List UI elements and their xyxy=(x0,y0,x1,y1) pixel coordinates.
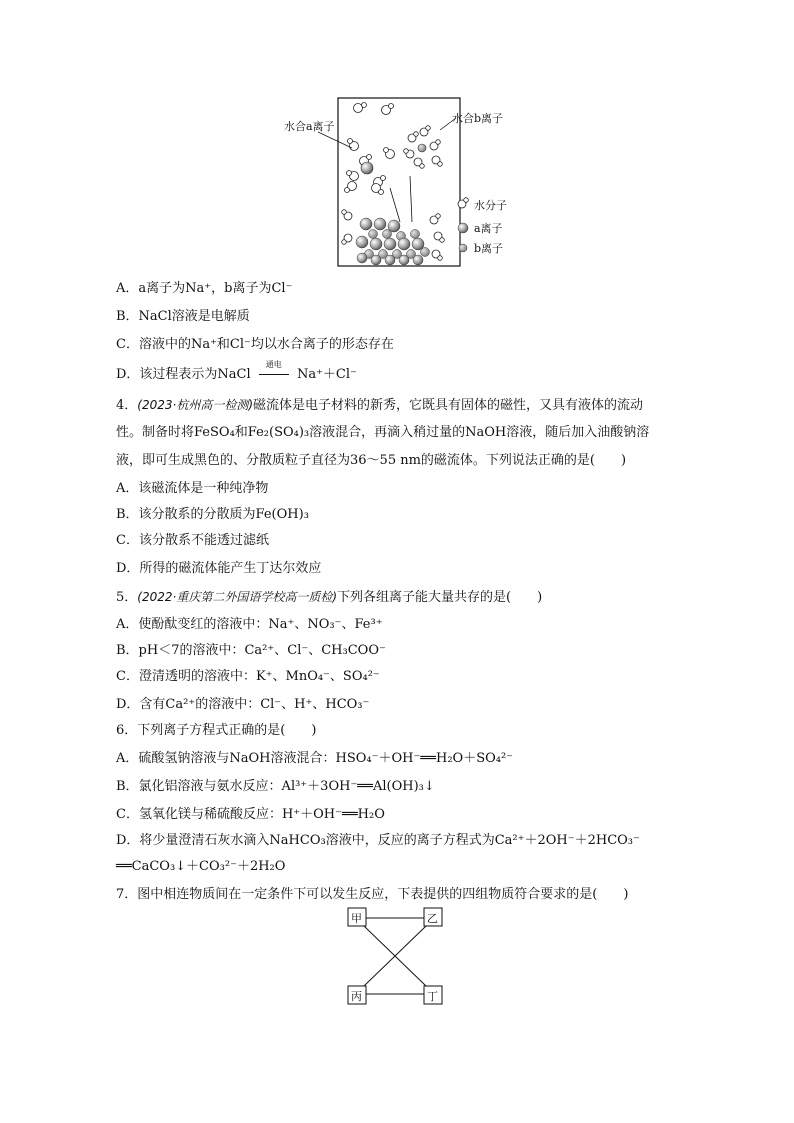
q4-option-a: A．该磁流体是一种纯净物 xyxy=(116,481,269,496)
hydrated-a-ion xyxy=(361,162,373,174)
electrolysis-condition xyxy=(255,360,293,384)
legend-b-ion-label: b离子 xyxy=(474,242,504,255)
hydrated-ions-figure xyxy=(270,96,530,268)
q4-source: (2023·杭州高一检测) xyxy=(137,398,253,412)
q6-option-d-line-2: ══CaCO₃↓＋CO₃²⁻＋2H₂O xyxy=(116,859,286,874)
nacl-crystal xyxy=(356,218,430,265)
q5-option-a: A．使酚酞变红的溶液中：Na⁺、NO₃⁻、Fe³⁺ xyxy=(116,617,383,632)
q5-stem-line xyxy=(116,588,542,607)
dissociation-arrow-1 xyxy=(390,188,400,222)
q4-stem-1: 磁流体是电子材料的新秀，它既具有固体的磁性，又具有液体的流动 xyxy=(253,398,644,413)
q4-option-c: C．该分散系不能透过滤纸 xyxy=(116,533,269,548)
q3-option-a: A．a离子为Na⁺，b离子为Cl⁻ xyxy=(116,281,293,296)
legend-b-ion-icon xyxy=(459,244,467,252)
q6-option-b: B．氯化铝溶液与氨水反应：Al³⁺＋3OH⁻══Al(OH)₃↓ xyxy=(116,779,435,794)
label-hydrated-b: 水合b离子 xyxy=(452,112,504,125)
reaction-relation-diagram xyxy=(340,906,450,1006)
q6-option-a: A．硫酸氢钠溶液与NaOH溶液混合：HSO₄⁻＋OH⁻══H₂O＋SO₄²⁻ xyxy=(116,751,514,766)
q5-option-b: B．pH＜7的溶液中：Ca²⁺、Cl⁻、CH₃COO⁻ xyxy=(116,643,386,658)
node-ding: 丁 xyxy=(427,990,438,1003)
q5-source: (2022·重庆第二外国语学校高一质检) xyxy=(137,590,337,604)
label-hydrated-a: 水合a离子 xyxy=(284,120,335,133)
q5-number: 5． xyxy=(116,590,138,605)
q3-option-d-prefix: D．该过程表示为NaCl xyxy=(116,367,251,382)
node-yi: 乙 xyxy=(427,912,438,925)
node-bing: 丙 xyxy=(351,990,362,1003)
q3-option-b: B．NaCl溶液是电解质 xyxy=(116,309,250,324)
q3-option-d-suffix: Na⁺＋Cl⁻ xyxy=(296,367,357,382)
q4-stem-line-2: 性。制备时将FeSO₄和Fe₂(SO₄)₃溶液混合，再滴入稍过量的NaOH溶液，随后加入油酸钠溶 xyxy=(116,425,650,440)
q4-option-b: B．该分散系的分散质为Fe(OH)₃ xyxy=(116,507,309,522)
water-molecules xyxy=(342,103,445,261)
q6-option-d-line-1: D．将少量澄清石灰水滴入NaHCO₃溶液中，反应的离子方程式为Ca²⁺＋2OH⁻＋2HCO₃⁻ xyxy=(116,833,640,848)
legend-a-ion-icon xyxy=(458,223,468,233)
q5-stem: 下列各组离子能大量共存的是( ) xyxy=(337,590,543,605)
legend-water-label: 水分子 xyxy=(474,199,507,212)
dissociation-arrow-2 xyxy=(410,176,412,222)
q6-stem: 6．下列离子方程式正确的是( ) xyxy=(116,723,317,738)
legend xyxy=(458,198,507,255)
q4-option-d: D．所得的磁流体能产生丁达尔效应 xyxy=(116,561,322,576)
legend-a-ion-label: a离子 xyxy=(474,222,503,235)
q4-stem-line-1 xyxy=(116,396,643,415)
label-pointer-a xyxy=(318,132,352,148)
q5-option-d: D．含有Ca²⁺的溶液中：Cl⁻、H⁺、HCO₃⁻ xyxy=(116,697,370,712)
q4-number: 4． xyxy=(116,398,138,413)
q7-stem: 7．图中相连物质间在一定条件下可以发生反应，下表提供的四组物质符合要求的是( ) xyxy=(116,887,629,902)
hydrated-b-ion xyxy=(418,144,426,152)
q4-stem-line-3: 液，即可生成黑色的、分散质粒子直径为36～55 nm的磁流体。下列说法正确的是( ) xyxy=(116,453,627,468)
q6-option-c: C．氢氧化镁与稀硫酸反应：H⁺＋OH⁻══H₂O xyxy=(116,807,385,822)
q5-option-c: C．澄清透明的溶液中：K⁺、MnO₄⁻、SO₄²⁻ xyxy=(116,669,380,684)
q3-option-d xyxy=(116,360,357,384)
q3-option-c: C．溶液中的Na⁺和Cl⁻均以水合离子的形态存在 xyxy=(116,337,394,352)
condition-label: 通电 xyxy=(265,360,282,369)
node-jia: 甲 xyxy=(351,912,362,925)
